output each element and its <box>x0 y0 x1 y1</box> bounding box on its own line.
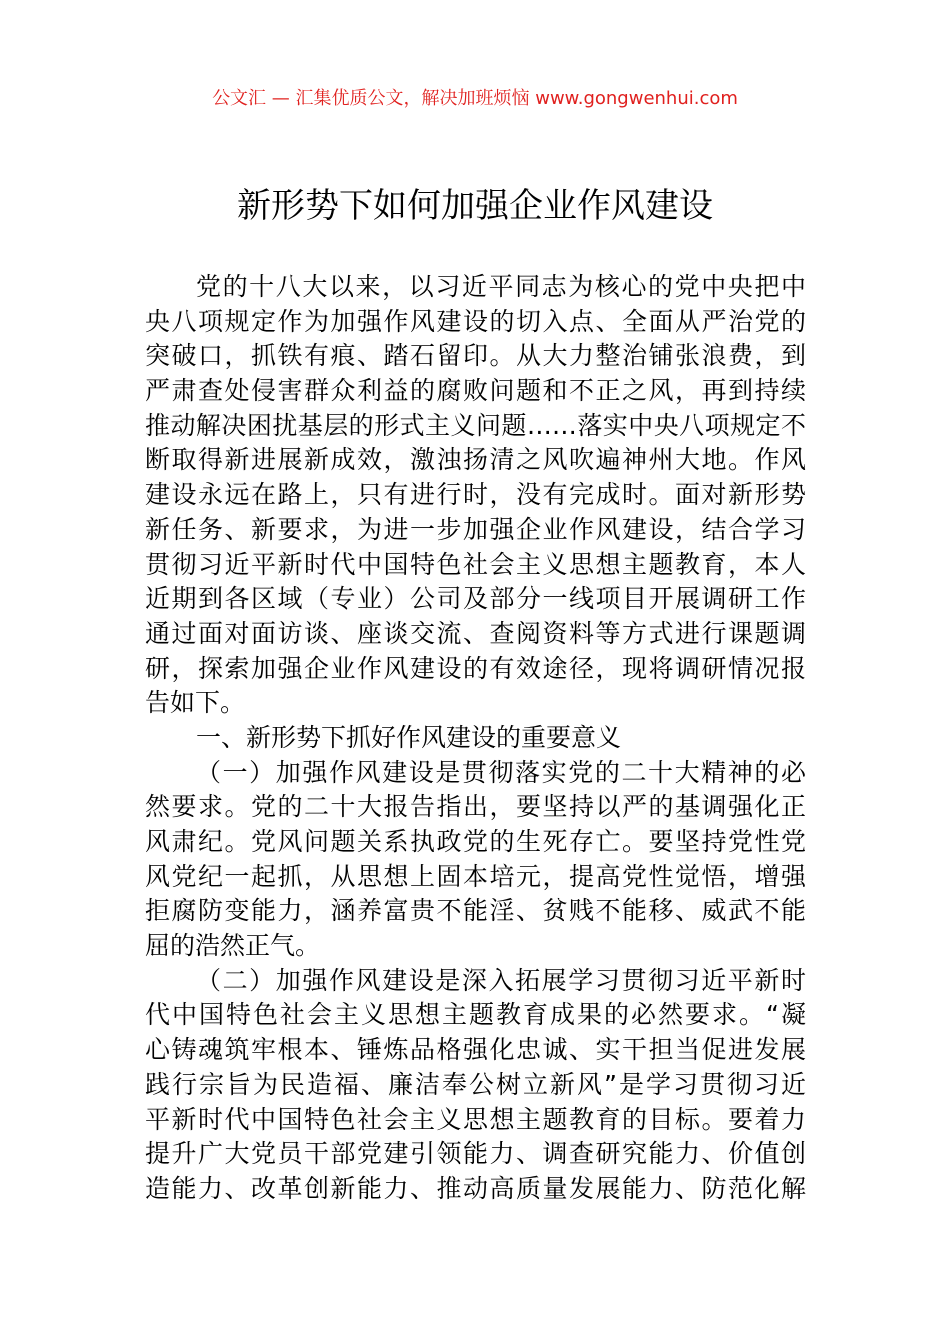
text-line: 严肃查处侵害群众利益的腐败问题和不正之风，再到持续 <box>145 376 806 406</box>
text-line: 近期到各区域（专业）公司及部分一线项目开展调研工作 <box>145 584 806 614</box>
text-line: 推动解决困扰基层的形式主义问题……落实中央八项规定不 <box>145 410 806 440</box>
text-line: 突破口，抓铁有痕、踏石留印。从大力整治铺张浪费，到 <box>145 341 806 371</box>
watermark-banner: 公文汇 — 汇集优质公文，解决加班烦恼 www.gongwenhui.com <box>212 88 738 109</box>
text-line: （二）加强作风建设是深入拓展学习贯彻习近平新时 <box>196 965 806 995</box>
text-line: 研，探索加强企业作风建设的有效途径，现将调研情况报 <box>145 653 806 683</box>
text-line: 提升广大党员干部党建引领能力、调查研究能力、价值创 <box>145 1139 806 1169</box>
text-line: 贯彻习近平新时代中国特色社会主义思想主题教育，本人 <box>145 549 806 579</box>
text-line: 通过面对面访谈、座谈交流、查阅资料等方式进行课题调 <box>145 618 806 648</box>
text-line: 断取得新进展新成效，激浊扬清之风吹遍神州大地。作风 <box>145 445 806 475</box>
text-line: 平新时代中国特色社会主义思想主题教育的目标。要着力 <box>145 1104 806 1134</box>
text-line: 践行宗旨为民造福、廉洁奉公树立新风”是学习贯彻习近 <box>145 1069 806 1099</box>
text-line: 告如下。 <box>145 688 246 718</box>
text-line: 风党纪一起抓，从思想上固本培元，提高党性觉悟，增强 <box>145 861 806 891</box>
text-line: 拒腐防变能力，涵养富贵不能淫、贫贱不能移、威武不能 <box>145 896 806 926</box>
text-line: 央八项规定作为加强作风建设的切入点、全面从严治党的 <box>145 306 806 336</box>
text-line: 屈的浩然正气。 <box>145 931 321 961</box>
text-line: 风肃纪。党风问题关系执政党的生死存亡。要坚持党性党 <box>145 827 806 856</box>
text-line: 新任务、新要求，为进一步加强企业作风建设，结合学习 <box>145 514 806 544</box>
text-line: 造能力、改革创新能力、推动高质量发展能力、防范化解 <box>145 1173 806 1203</box>
text-line: 建设永远在路上，只有进行时，没有完成时。面对新形势 <box>145 480 806 510</box>
document-title: 新形势下如何加强企业作风建设 <box>237 186 713 226</box>
text-line: （一）加强作风建设是贯彻落实党的二十大精神的必 <box>196 757 806 787</box>
text-line: 党的十八大以来，以习近平同志为核心的党中央把中 <box>196 272 806 301</box>
text-line: 代中国特色社会主义思想主题教育成果的必然要求。“凝 <box>145 1000 806 1030</box>
text-line: 心铸魂筑牢根本、锤炼品格强化忠诚、实干担当促进发展 <box>145 1035 806 1065</box>
text-line: 然要求。党的二十大报告指出，要坚持以严的基调强化正 <box>145 792 806 822</box>
document-body <box>145 270 806 1207</box>
text-line: 一、新形势下抓好作风建设的重要意义 <box>196 722 622 752</box>
